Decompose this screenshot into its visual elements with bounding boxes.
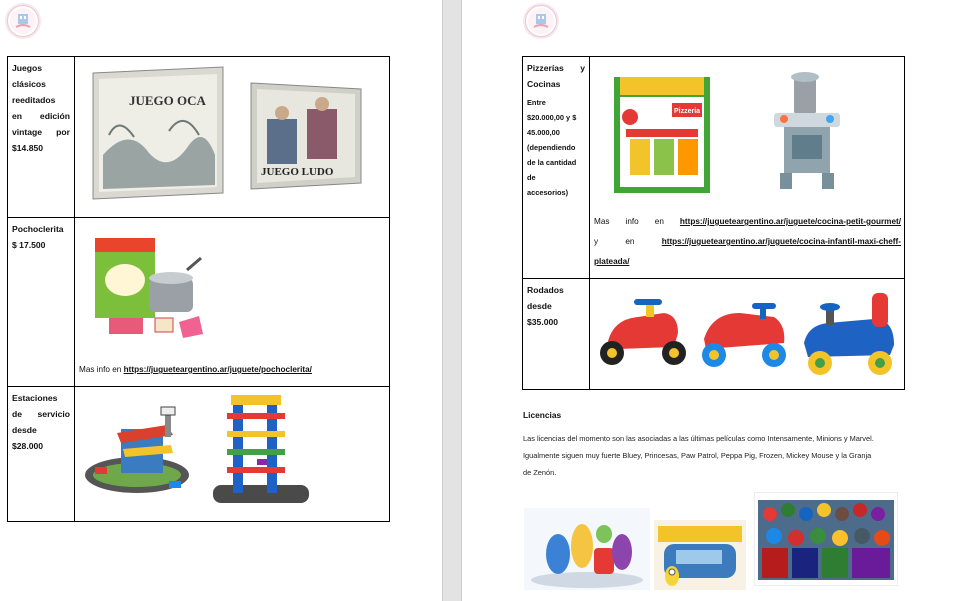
- label-line: Estaciones: [12, 393, 58, 403]
- price-text: $ 17.500: [12, 240, 46, 250]
- paragraph-line: Igualmente siguen muy fuerte Bluey, Princesas, Paw Patrol, Peppa Pig, Frozen, Mickey Mouse y la Granja: [523, 451, 872, 460]
- table-row: [8, 57, 390, 218]
- label-line: desde: [527, 301, 552, 311]
- label-line: de servicio: [12, 409, 70, 419]
- products-table-right: [522, 56, 905, 390]
- label-line: vintage por: [12, 127, 70, 137]
- document-page-left: [0, 0, 442, 601]
- product-images-rodados: [590, 279, 905, 390]
- product-label-estaciones: [8, 387, 75, 522]
- connector-text: y en: [594, 237, 635, 246]
- page-gutter: [442, 0, 462, 601]
- table-row: [8, 387, 390, 522]
- product-label-rodados: [523, 279, 590, 390]
- table-row: [523, 57, 905, 279]
- licencias-paragraph: [523, 430, 907, 481]
- product-images-pizzerias: [590, 57, 905, 279]
- cocina-petit-gourmet-link[interactable]: https://jugueteargentino.ar/juguete/cocina-petit-gourmet/: [679, 217, 901, 226]
- brand-logo: [525, 5, 557, 37]
- label-line: Pochoclerita: [12, 224, 64, 234]
- product-label-pizzerias: [523, 57, 590, 279]
- price-text: $14.850: [12, 143, 44, 153]
- paragraph-line: de Zenón.: [523, 468, 557, 477]
- marvel-characters-image: [754, 492, 898, 591]
- price-detail-line: $20.000,00 y $: [527, 113, 577, 122]
- label-line: Cocinas: [527, 79, 561, 89]
- parking-tower-toy-image: [207, 393, 313, 518]
- licencias-heading: Licencias: [523, 410, 562, 420]
- kitchen-toy-image: [764, 69, 850, 198]
- product-label-pochoclerita: [8, 218, 75, 387]
- box-title-text: JUEGO LUDO: [261, 166, 334, 178]
- juego-de-la-oca-box-image: [89, 65, 227, 206]
- label-line: Pizzerías y: [527, 63, 585, 73]
- minions-toy-image: [654, 520, 746, 595]
- price-text: $35.000: [527, 317, 559, 327]
- products-table-left: [7, 56, 390, 522]
- price-detail: [527, 95, 585, 200]
- pizzeria-toy-box-image: [610, 73, 714, 202]
- more-info-prefix: Mas info en: [594, 217, 680, 226]
- price-detail-line: (dependiendo: [527, 143, 576, 152]
- pochoclerita-toy-image: [89, 230, 209, 347]
- table-row: [523, 279, 905, 390]
- label-line: Juegos: [12, 63, 43, 73]
- paragraph-line: Las licencias del momento son las asociadas a las últimas películas como Intensamente, Minions y Marvel.: [523, 434, 874, 443]
- product-label-juegos: [8, 57, 75, 218]
- ride-on-quad-image: [696, 299, 792, 378]
- price-detail-line: de: [527, 173, 536, 182]
- box-title-text: Pizzeria: [674, 108, 701, 115]
- cocina-maxi-cheff-link-continued[interactable]: plateada/: [594, 257, 630, 266]
- pochoclerita-link[interactable]: https://jugueteargentino.ar/juguete/pochoclerita/: [123, 365, 312, 374]
- more-info-pochoclerita: [79, 360, 312, 380]
- price-detail-line: 45.000,00: [527, 128, 560, 137]
- price-detail-line: accesorios): [527, 188, 569, 197]
- brand-logo: [7, 5, 39, 37]
- ride-on-motorbike-image: [594, 297, 692, 376]
- label-line: clásicos: [12, 79, 46, 89]
- cocina-maxi-cheff-link[interactable]: https://jugueteargentino.ar/juguete/cocina-infantil-maxi-cheff-: [661, 237, 901, 246]
- more-info-prefix: Mas info en: [79, 365, 124, 374]
- intensamente-figures-image: [524, 508, 650, 595]
- more-info-cocinas: [594, 212, 901, 272]
- service-station-toy-image: [81, 405, 201, 506]
- price-detail-line: Entre: [527, 98, 546, 107]
- price-detail-line: de la cantidad: [527, 158, 577, 167]
- label-line: Rodados: [527, 285, 564, 295]
- label-line: desde: [12, 425, 37, 435]
- product-images-juegos: [75, 57, 390, 218]
- juego-de-ludo-box-image: [247, 79, 365, 198]
- ride-on-car-image: [798, 289, 900, 386]
- product-images-pochoclerita: [75, 218, 390, 387]
- price-text: $28.000: [12, 441, 44, 451]
- label-line: en edición: [12, 111, 70, 121]
- box-title-text: JUEGO OCA: [129, 93, 206, 108]
- document-page-right: [462, 0, 967, 601]
- product-images-estaciones: [75, 387, 390, 522]
- label-line: reeditados: [12, 95, 56, 105]
- table-row: [8, 218, 390, 387]
